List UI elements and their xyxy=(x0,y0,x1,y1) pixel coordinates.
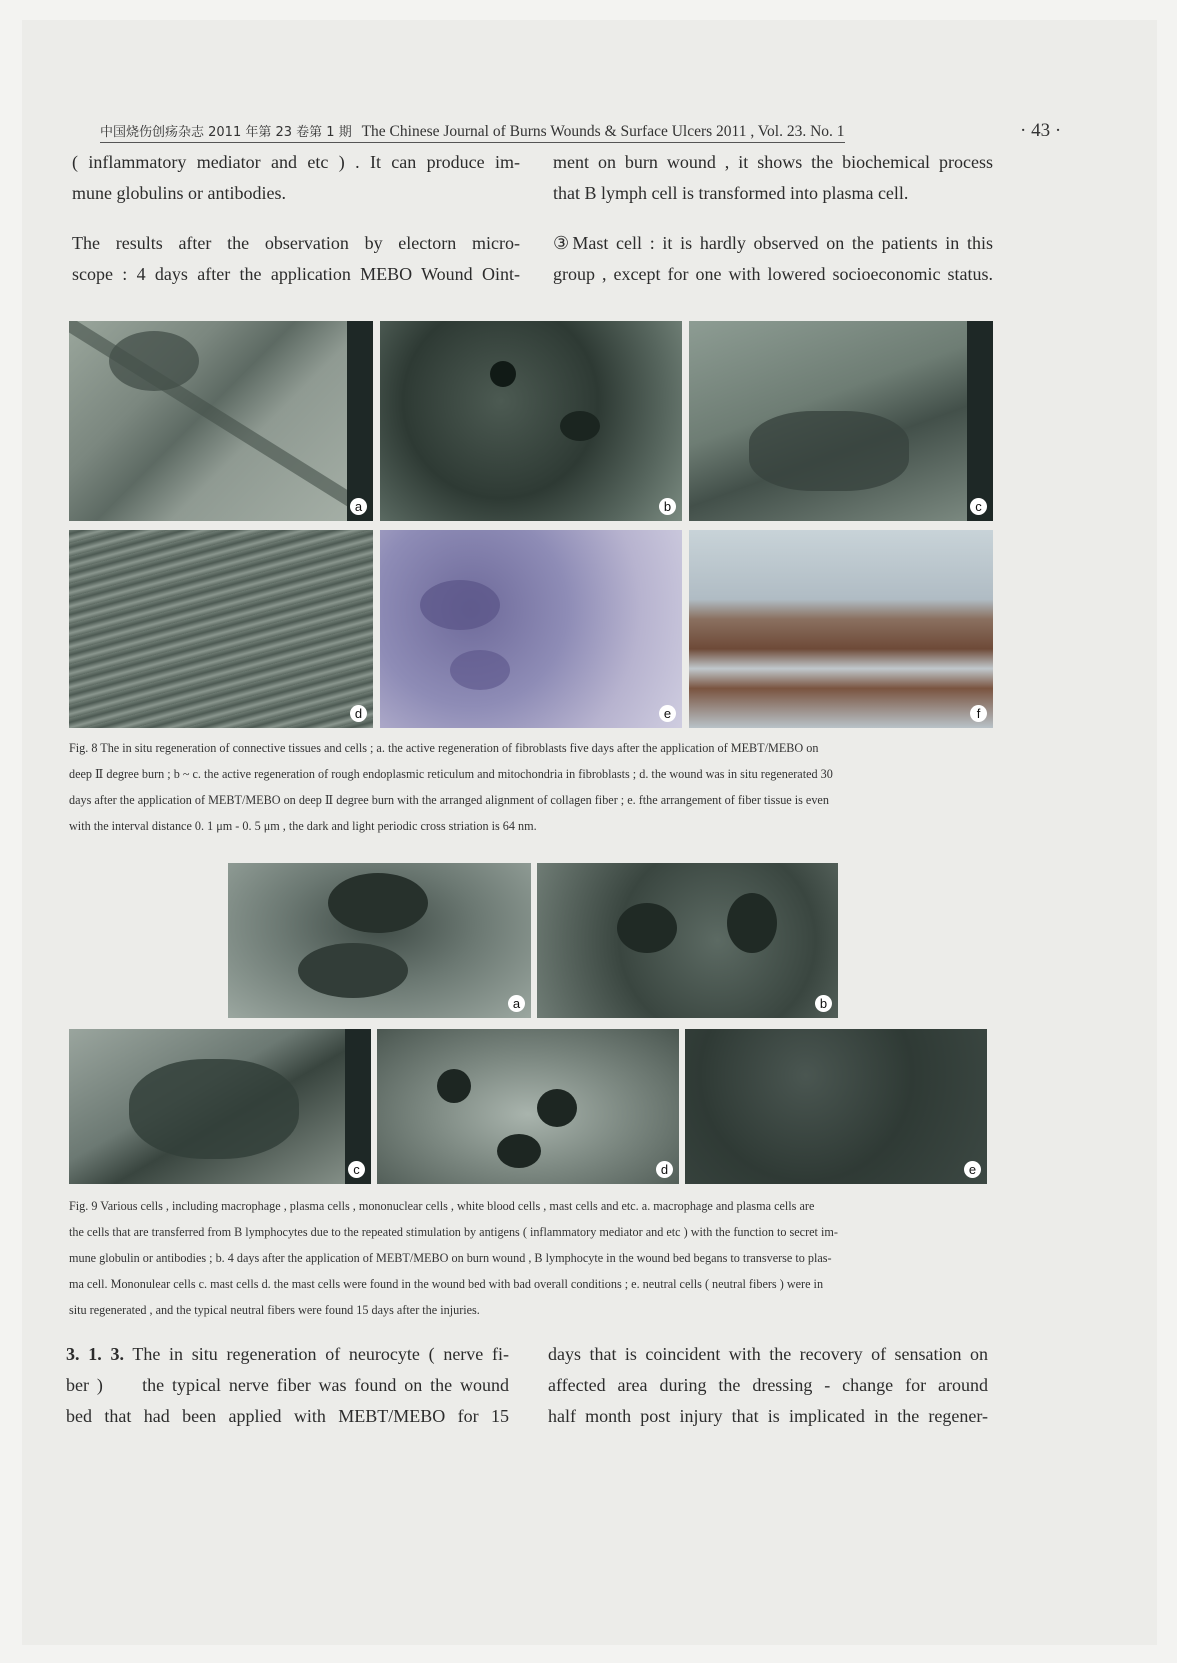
text-line: bed that had been applied with MEBT/MEBO for 15 xyxy=(66,1406,509,1426)
text-line: scope : 4 days after the application MEBO Wound Oint- xyxy=(72,264,520,284)
text-line: group , except for one with lowered socioeconomic status. xyxy=(553,264,993,284)
text-line: that B lymph cell is transformed into plasma cell. xyxy=(553,183,909,203)
caption-line: ma cell. Mononulear cells c. mast cells d. the mast cells were found in the wound bed with bad overall conditions ; e. neutral cells ( neutral fibers ) were in xyxy=(69,1277,824,1291)
caption-line: mune globulin or antibodies ; b. 4 days after the application of MEBT/MEBO on burn wound , B lymphocyte in the wound bed begans to transverse to plas- xyxy=(69,1251,832,1265)
fig8-panel-b xyxy=(380,321,682,521)
panel-label: c xyxy=(348,1161,365,1178)
panel-label: c xyxy=(970,498,987,515)
fig8-panel-f xyxy=(689,530,993,728)
panel-label: e xyxy=(659,705,676,722)
text-line: ③Mast cell : it is hardly observed on the patients in this xyxy=(553,233,993,253)
fig9-caption xyxy=(69,1193,989,1323)
panel-label: b xyxy=(659,498,676,515)
fig8-panel-e xyxy=(380,530,682,728)
journal-title-en: The Chinese Journal of Burns Wounds & Surface Ulcers 2011 , Vol. 23. No. 1 xyxy=(361,123,845,140)
fig8-panel-a xyxy=(69,321,373,521)
left-paragraph-1 xyxy=(72,147,520,209)
caption-line: situ regenerated , and the typical neutral fibers were found 15 days after the injuries. xyxy=(69,1303,480,1317)
text-line: ber ) the typical nerve fiber was found on the wound xyxy=(66,1375,509,1395)
running-header xyxy=(100,121,845,143)
panel-label: a xyxy=(350,498,367,515)
caption-line: deep Ⅱ degree burn ; b ~ c. the active regeneration of rough endoplasmic reticulum and mitochondria in fibroblasts ; d. the wound was in situ regenerated 30 xyxy=(69,767,833,781)
caption-line: with the interval distance 0. 1 μm - 0. 5 μm , the dark and light periodic cross striation is 64 nm. xyxy=(69,819,537,833)
section-number: 3. 1. 3. xyxy=(66,1344,124,1364)
text-line: mune globulins or antibodies. xyxy=(72,183,286,203)
fig8-panel-d xyxy=(69,530,373,728)
panel-label: d xyxy=(350,705,367,722)
right-paragraph-1 xyxy=(553,147,993,209)
text-line: ( inflammatory mediator and etc ) . It can produce im- xyxy=(72,152,520,172)
fig8-caption xyxy=(69,735,994,839)
journal-title-cn: 中国烧伤创疡杂志 2011 年第 23 卷第 1 期 xyxy=(100,125,352,140)
caption-line: days after the application of MEBT/MEBO on deep Ⅱ degree burn with the arranged alignment of collagen fiber ; e. fthe arrangement of fiber tissue is even xyxy=(69,793,829,807)
panel-label: e xyxy=(964,1161,981,1178)
fig9-panel-e xyxy=(685,1029,987,1184)
panel-label: f xyxy=(970,705,987,722)
scale-bar xyxy=(347,321,373,521)
fig9-panel-c xyxy=(69,1029,371,1184)
text-line: ment on burn wound , it shows the biochemical process xyxy=(553,152,993,172)
panel-label: d xyxy=(656,1161,673,1178)
panel-label: b xyxy=(815,995,832,1012)
text-line: affected area during the dressing - change for around xyxy=(548,1375,988,1395)
fig9-panel-d xyxy=(377,1029,679,1184)
page-number: · 43 · xyxy=(1020,120,1062,141)
section-3-1-3-right xyxy=(548,1339,988,1432)
text-line: The in situ regeneration of neurocyte ( nerve fi- xyxy=(123,1344,510,1364)
text-line: half month post injury that is implicated in the regener- xyxy=(548,1406,988,1426)
text-line: days that is coincident with the recovery of sensation on xyxy=(548,1344,988,1364)
section-3-1-3-left xyxy=(66,1339,509,1432)
caption-line: the cells that are transferred from B lymphocytes due to the repeated stimulation by antigens ( inflammatory mediator and etc ) with the function to secret im- xyxy=(69,1225,838,1239)
fig9-panel-a xyxy=(228,863,531,1018)
fig8-panel-c xyxy=(689,321,993,521)
fig9-panel-b xyxy=(537,863,838,1018)
left-paragraph-2 xyxy=(72,228,520,290)
scale-bar xyxy=(967,321,993,521)
caption-line: Fig. 9 Various cells , including macrophage , plasma cells , mononuclear cells , white blood cells , mast cells and etc. a. macrophage and plasma cells are xyxy=(69,1199,815,1213)
panel-label: a xyxy=(508,995,525,1012)
caption-line: Fig. 8 The in situ regeneration of connective tissues and cells ; a. the active regeneration of fibroblasts five days after the application of MEBT/MEBO on xyxy=(69,741,819,755)
journal-page xyxy=(22,20,1157,1645)
right-paragraph-2 xyxy=(553,228,993,290)
text-line: The results after the observation by electorn micro- xyxy=(72,233,520,253)
